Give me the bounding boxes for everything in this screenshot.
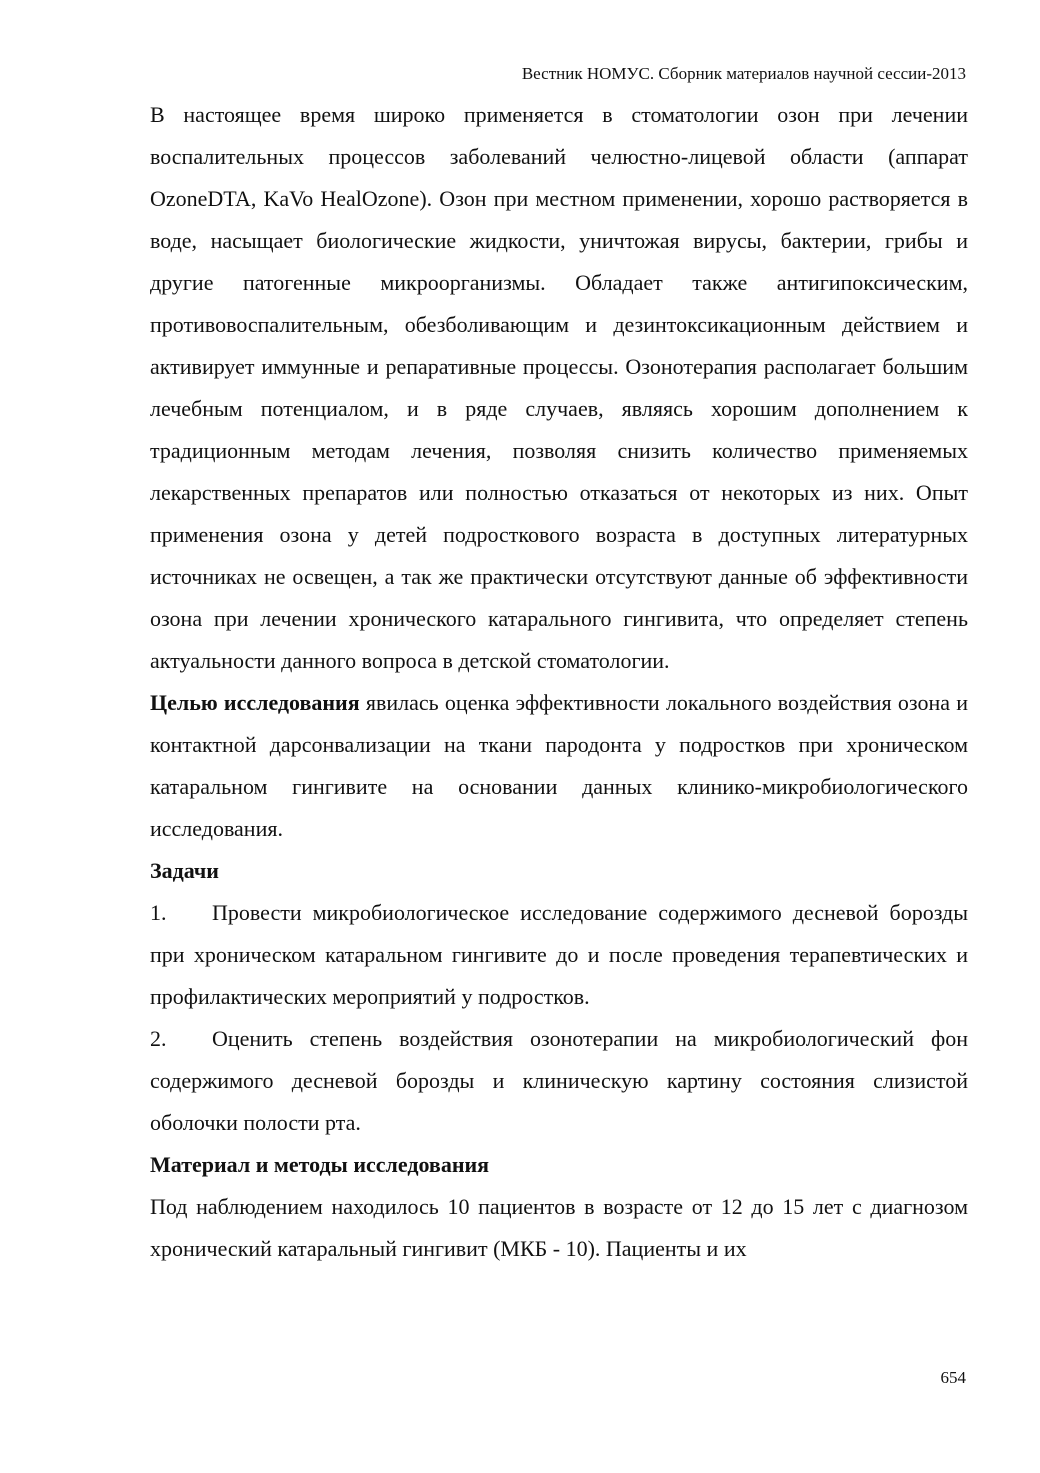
task-text-1: Провести микробиологическое исследование содержимого десневой борозды при хроническом катаральном гингивите до и после проведения терапевтических и профилактических мероприятий у подростков. <box>150 900 968 1009</box>
page-number: 654 <box>940 1368 966 1387</box>
task-number-1: 1. <box>150 900 167 925</box>
task-number-2: 2. <box>150 1026 167 1051</box>
methods-heading: Материал и методы исследования <box>150 1152 490 1177</box>
tasks-heading: Задачи <box>150 858 219 883</box>
aim-paragraph <box>150 682 968 850</box>
intro-paragraph: В настоящее время широко применяется в стоматологии озон при лечении воспалительных процессов заболеваний челюстно-лицевой области (аппарат OzoneDTA, KaVo HealOzone). Озон при местном применении, хорошо растворяется в воде, насыщает биологические жидкости, уничтожая вирусы, бактерии, грибы и другие патогенные микроорганизмы. Обладает также антигипоксическим, противовоспалительным, обезболивающим и дезинтоксикационным действием и активирует иммунные и репаративные процессы. Озонотерапия располагает большим лечебным потенциалом, и в ряде случаев, являясь хорошим дополнением к традиционным методам лечения, позволяя снизить количество применяемых лекарственных препаратов или полностью отказаться от некоторых из них. Опыт применения озона у детей подросткового возраста в доступных литературных источниках не освещен, а так же практически отсутствуют данные об эффективности озона при лечении хронического катарального гингивита, что определяет степень актуальности данного вопроса в детской стоматологии. <box>150 102 968 673</box>
task-item-1 <box>150 892 968 1018</box>
task-item-2 <box>150 1018 968 1144</box>
methods-paragraph: Под наблюдением находилось 10 пациентов в возрасте от 12 до 15 лет с диагнозом хронический катаральный гингивит (МКБ - 10). Пациенты и их <box>150 1194 968 1261</box>
task-text-2: Оценить степень воздействия озонотерапии на микробиологический фон содержимого десневой борозды и клиническую картину состояния слизистой оболочки полости рта. <box>150 1026 968 1135</box>
running-header: Вестник НОМУС. Сборник материалов научной сессии-2013 <box>521 64 966 83</box>
body-text <box>150 94 968 1270</box>
aim-label: Целью исследования <box>150 690 360 715</box>
aim-text: явилась оценка эффективности локального воздействия озона и контактной дарсонвализации на ткани пародонта у подростков при хроническом катаральном гингивите на основании данных клинико-микробиологического исследования. <box>150 690 968 841</box>
